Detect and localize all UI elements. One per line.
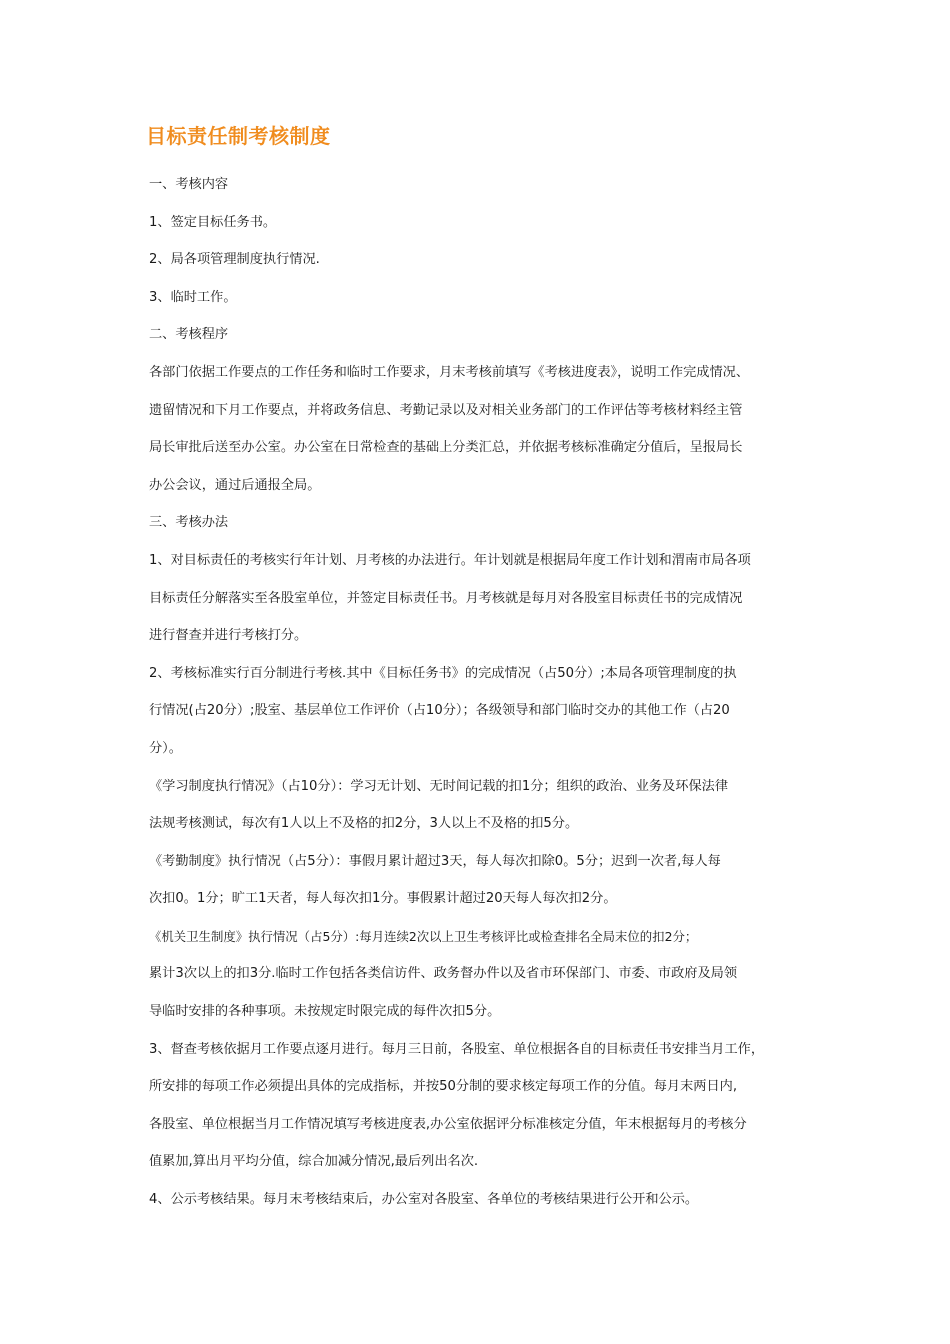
- paragraph-line: 法规考核测试，每次有1人以上不及格的扣2分，3人以上不及格的扣5分。: [149, 816, 579, 832]
- paragraph-line: 分）。: [149, 740, 182, 756]
- paragraph-line: 《机关卫生制度》执行情况（占5分）:每月连续2次以上卫生考核评比或检查排名全局末位的扣2分；: [149, 928, 698, 944]
- paragraph-line: 行情况(占20分）;股室、基层单位工作评价（占10分）；各级领导和部门临时交办的其他工作（占20: [149, 703, 730, 719]
- paragraph-line: 3、督查考核依据月工作要点逐月进行。每月三日前，各股室、单位根据各自的目标责任书安排当月工作，: [149, 1041, 765, 1057]
- section-heading-procedure: 二、考核程序: [149, 327, 229, 343]
- paragraph-line: 局长审批后送至办公室。办公室在日常检查的基础上分类汇总，并依据考核标准确定分值后，呈报局长: [149, 440, 743, 456]
- paragraph-line: 各股室、单位根据当月工作情况填写考核进度表,办公室依据评分标准核定分值，年末根据每月的考核分: [149, 1116, 747, 1132]
- paragraph-line: 4、公示考核结果。每月末考核结束后，办公室对各股室、各单位的考核结果进行公开和公示。: [149, 1192, 699, 1208]
- paragraph-line: 次扣0。1分；旷工1天者，每人每次扣1分。事假累计超过20天每人每次扣2分。: [149, 891, 617, 907]
- paragraph-line: 累计3次以上的扣3分.临时工作包括各类信访件、政务督办件以及省市环保部门、市委、市政府及局领: [149, 966, 738, 982]
- paragraph-line: 办公会议，通过后通报全局。: [149, 477, 321, 493]
- paragraph-line: 目标责任分解落实至各股室单位，并签定目标责任书。月考核就是每月对各股室目标责任书的完成情况: [149, 590, 743, 606]
- paragraph-line: 导临时安排的各种事项。未按规定时限完成的每件次扣5分。: [149, 1004, 501, 1020]
- paragraph-line: 各部门依据工作要点的工作任务和临时工作要求，月末考核前填写《考核进度表》，说明工作完成情况、: [149, 364, 750, 380]
- paragraph-line: 1、对目标责任的考核实行年计划、月考核的办法进行。年计划就是根据局年度工作计划和渭南市局各项: [149, 552, 751, 568]
- section-heading-content: 一、考核内容: [149, 177, 229, 192]
- content-item-3: 3、临时工作。: [149, 289, 237, 305]
- content-item-2: 2、局各项管理制度执行情况.: [149, 252, 320, 268]
- document-title: 目标责任制考核制度: [146, 124, 331, 148]
- paragraph-line: 《考勤制度》执行情况（占5分）：事假月累计超过3天，每人每次扣除0。5分；迟到一次者,每人每: [149, 853, 721, 869]
- section-heading-method: 三、考核办法: [149, 515, 229, 531]
- paragraph-line: 遗留情况和下月工作要点，并将政务信息、考勤记录以及对相关业务部门的工作评估等考核材料经主管: [149, 402, 743, 418]
- paragraph-line: 进行督查并进行考核打分。: [149, 628, 308, 644]
- paragraph-line: 《学习制度执行情况》（占10分）：学习无计划、无时间记载的扣1分；组织的政治、业务及环保法律: [149, 778, 729, 794]
- paragraph-line: 值累加,算出月平均分值，综合加减分情况,最后列出名次.: [149, 1154, 479, 1170]
- content-item-1: 1、签定目标任务书。: [149, 214, 277, 230]
- paragraph-line: 2、考核标准实行百分制进行考核.其中《目标任务书》的完成情况（占50分）;本局各项管理制度的执: [149, 665, 737, 681]
- paragraph-line: 所安排的每项工作必须提出具体的完成指标，并按50分制的要求核定每项工作的分值。每月末两日内,: [149, 1079, 738, 1095]
- document-body: [146, 118, 814, 1219]
